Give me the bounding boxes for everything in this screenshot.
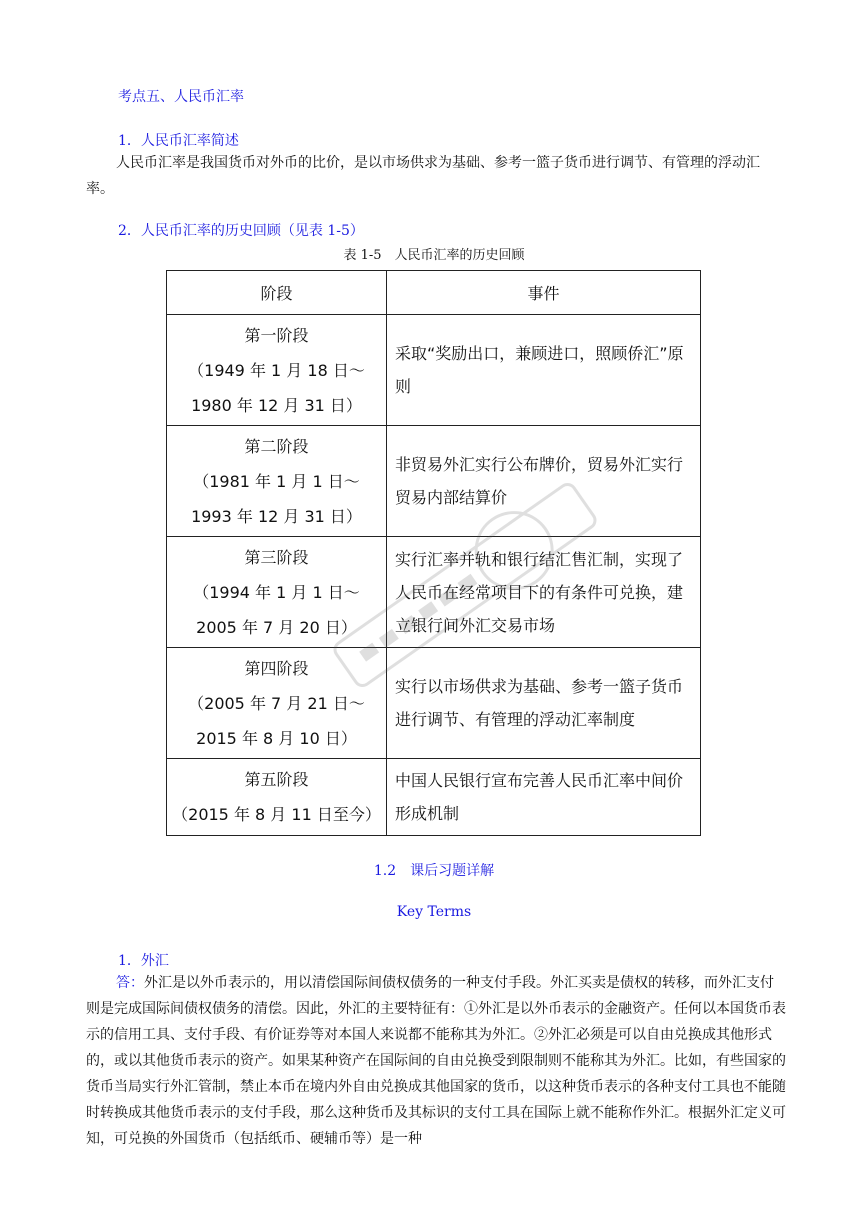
heading-rmb-overview: 1．人民币汇率简述 <box>118 133 239 149</box>
stage-period-start: （2015 年 8 月 11 日至今） <box>172 805 381 824</box>
stage-name: 第四阶段 <box>244 658 309 678</box>
key-terms-heading: Key Terms <box>396 904 472 920</box>
subsection-title: 1.2 课后习题详解 <box>373 863 495 879</box>
stage-period-start: （1949 年 1 月 18 日～ <box>188 360 365 380</box>
term-answer <box>86 970 786 1152</box>
history-table <box>166 270 701 836</box>
table-row <box>167 537 701 648</box>
term-title: 1．外汇 <box>118 953 169 969</box>
table-row <box>167 759 701 836</box>
stage-period-start: （1981 年 1 月 1 日～ <box>193 471 360 491</box>
stage-name: 第三阶段 <box>244 547 309 567</box>
table-row <box>167 426 701 537</box>
header-stage: 阶段 <box>167 271 387 315</box>
header-event: 事件 <box>387 271 701 315</box>
stage-name: 第五阶段 <box>244 770 309 789</box>
table-row <box>167 648 701 759</box>
stage-period-end: 2005 年 7 月 20 日） <box>196 617 357 637</box>
stage-name: 第一阶段 <box>244 325 309 345</box>
stage-cell <box>167 537 387 648</box>
stage-period-end: 1993 年 12 月 31 日） <box>191 506 362 526</box>
stage-name: 第二阶段 <box>244 436 309 456</box>
answer-label: 答： <box>116 975 144 991</box>
table-caption: 表 1-5 人民币汇率的历史回顾 <box>343 248 525 263</box>
stage-cell <box>167 426 387 537</box>
answer-text: 外汇是以外币表示的，用以清偿国际间债权债务的一种支付手段。外汇买卖是债权的转移，而外汇支付则是完成国际间债权债务的清偿。因此，外汇的主要特征有：①外汇是以外币表示的金融资产。任何以本国货币表示的信用工具、支付手段、有价证券等对本国人来说都不能称其为外汇。②外汇必须是可以自由兑换成其他形式的，或以其他货币表示的资产。如果某种资产在国际间的自由兑换受到限制则不能称其为外汇。比如，有些国家的货币当局实行外汇管制，禁止本币在境内外自由兑换成其他国家的货币，以这种货币表示的各种支付工具也不能随时转换成其他货币表示的支付手段，那么这种货币及其标识的支付工具在国际上就不能称作外汇。根据外汇定义可知，可兑换的外国货币（包括纸币、硬辅币等）是一种 <box>86 975 786 1147</box>
stage-cell <box>167 759 387 836</box>
table-header-row <box>167 271 701 315</box>
table-row <box>167 315 701 426</box>
stage-period-start: （2005 年 7 月 21 日～ <box>188 693 365 713</box>
event-cell: 采取“奖励出口，兼顾进口，照顾侨汇”原则 <box>387 315 701 426</box>
section-title: 考点五、人民币汇率 <box>118 89 244 105</box>
event-cell: 中国人民银行宣布完善人民币汇率中间价形成机制 <box>387 759 701 836</box>
stage-period-start: （1994 年 1 月 1 日～ <box>193 582 360 602</box>
stage-cell <box>167 648 387 759</box>
heading-rmb-history: 2．人民币汇率的历史回顾（见表 1-5） <box>118 223 364 239</box>
event-cell: 非贸易外汇实行公布牌价，贸易外汇实行贸易内部结算价 <box>387 426 701 537</box>
paragraph-rmb-overview: 人民币汇率是我国货币对外币的比价，是以市场供求为基础、参考一篮子货币进行调节、有管理的浮动汇率。 <box>86 155 760 197</box>
event-cell: 实行汇率并轨和银行结汇售汇制，实现了人民币在经常项目下的有条件可兑换，建立银行间外汇交易市场 <box>387 537 701 648</box>
stage-period-end: 1980 年 12 月 31 日） <box>191 395 362 415</box>
stage-period-end: 2015 年 8 月 10 日） <box>196 728 357 748</box>
stage-cell <box>167 315 387 426</box>
event-cell: 实行以市场供求为基础、参考一篮子货币进行调节、有管理的浮动汇率制度 <box>387 648 701 759</box>
